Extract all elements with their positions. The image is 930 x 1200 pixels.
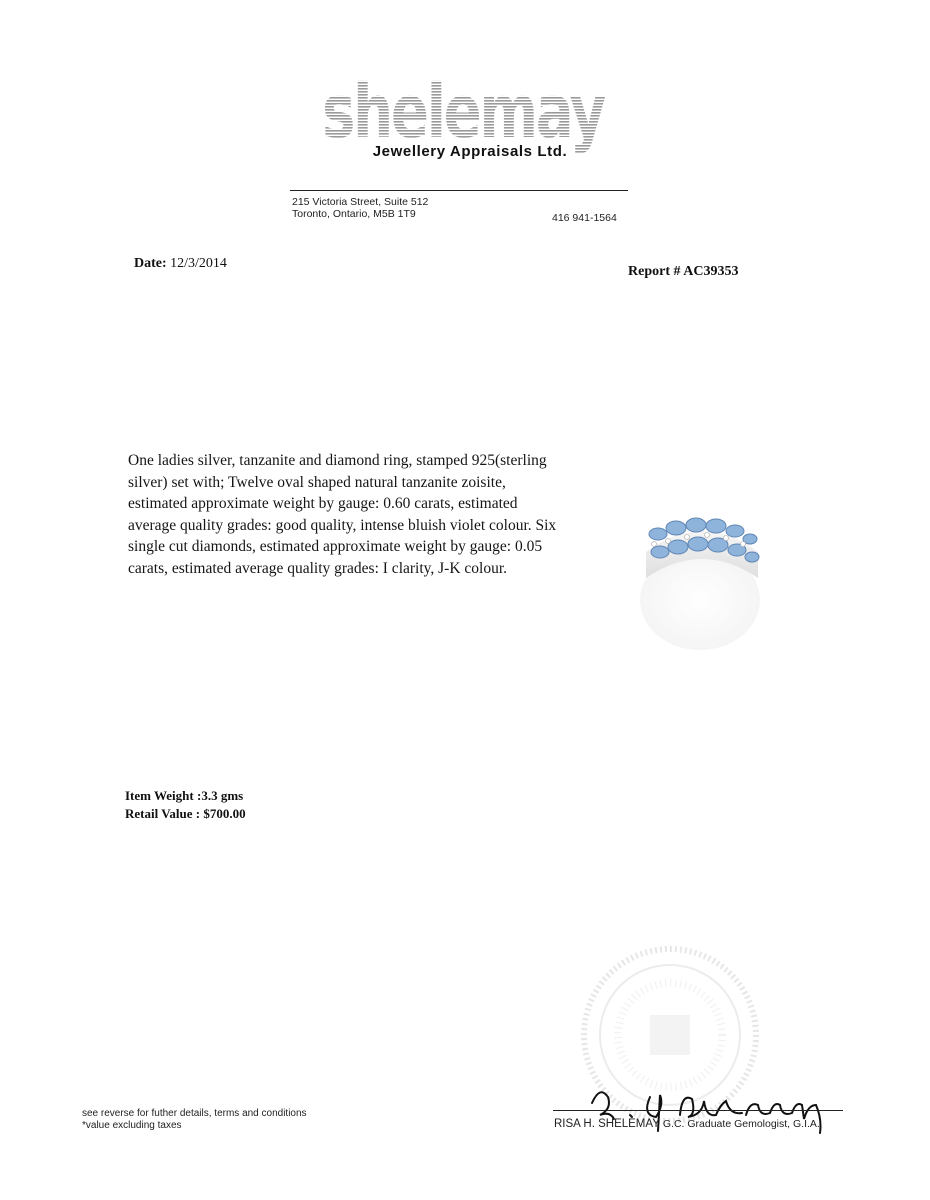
report-number-label: Report # bbox=[628, 264, 681, 279]
company-phone: 416 941-1564 bbox=[552, 212, 617, 224]
company-subtitle: Jewellery Appraisals Ltd. bbox=[372, 143, 568, 160]
header-divider bbox=[290, 190, 628, 191]
date-value: 12/3/2014 bbox=[170, 256, 227, 271]
company-logo bbox=[318, 55, 608, 155]
retail-value bbox=[125, 806, 246, 822]
report-date bbox=[134, 256, 227, 272]
signer-credential bbox=[554, 1118, 820, 1130]
report-number-value: AC39353 bbox=[683, 264, 739, 279]
signer-name: RISA H. SHELEMAY bbox=[554, 1118, 660, 1130]
footer-terms-note: see reverse for futher details, terms and conditions bbox=[82, 1108, 307, 1119]
signature-line bbox=[553, 1110, 843, 1111]
date-label: Date: bbox=[134, 256, 167, 271]
retail-value-amount: $700.00 bbox=[203, 806, 246, 821]
retail-value-label: Retail Value : bbox=[125, 806, 201, 821]
address-line-2: Toronto, Ontario, M5B 1T9 bbox=[292, 208, 416, 220]
item-weight-value: 3.3 gms bbox=[201, 788, 244, 803]
signer-title: G.C. Graduate Gemologist, G.I.A. bbox=[662, 1118, 820, 1130]
item-weight bbox=[125, 788, 243, 804]
logo-wordmark: shelemay bbox=[322, 69, 606, 155]
item-weight-label: Item Weight : bbox=[125, 788, 202, 803]
address-line-1: 215 Victoria Street, Suite 512 bbox=[292, 196, 429, 208]
report-number bbox=[628, 264, 738, 280]
footer-tax-note: *value excluding taxes bbox=[82, 1120, 182, 1131]
item-description: One ladies silver, tanzanite and diamond ring, stamped 925(sterling silver) set with; Twelve oval shaped natural tanzanite zoisite, estimated approximate weight by gauge: 0.60 carats, estimated average quality grades: good quality, intense bluish violet colour. Six single cut diamonds, estimated approximate weight by gauge: 0.05 carats, estimated average quality grades: I clarity, J-K colour. bbox=[128, 452, 557, 577]
ring-photo bbox=[618, 500, 788, 660]
